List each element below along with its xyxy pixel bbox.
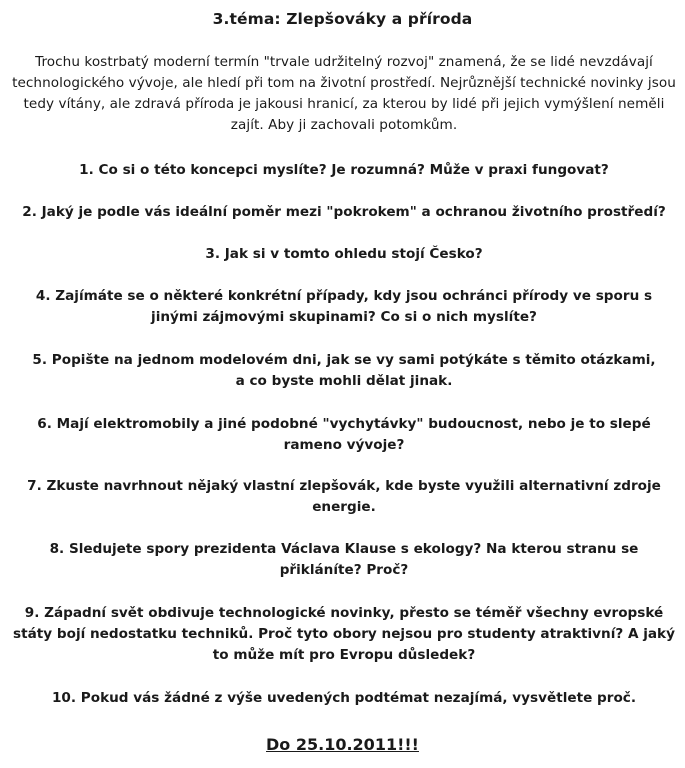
deadline-note: Do 25.10.2011!!! xyxy=(266,735,419,754)
question-7: 7. Zkuste navrhnout nějaký vlastní zlepšovák, kde byste využili alternativní zdroje energie. xyxy=(27,478,661,515)
question-2: 2. Jaký je podle vás ideální poměr mezi "pokrokem" a ochranou životního prostředí? xyxy=(22,204,666,220)
question-list xyxy=(10,160,678,709)
intro-paragraph: Trochu kostrbatý moderní termín "trvale udržitelný rozvoj" znamená, že se lidé nevzdávají technologického vývoje, ale hledí při tom na životní prostředí. Nejrůznější technické novinky jsou tedy vítány, ale zdravá příroda je jakousi hranicí, za kterou by lidé při jejich vymýšlení neměli zajít. Aby ji zachovali potomkům. xyxy=(12,54,676,133)
question-6: 6. Mají elektromobily a jiné podobné "vychytávky" budoucnost, nebo je to slepé rameno vývoje? xyxy=(37,416,651,453)
question-10: 10. Pokud vás žádné z výše uvedených podtémat nezajímá, vysvětlete proč. xyxy=(51,690,637,706)
question-5: 5. Popište na jednom modelovém dni, jak se vy sami potýkáte s těmito otázkami, a co byste mohli dělat jinak. xyxy=(32,352,656,389)
question-9: 9. Západní svět obdivuje technologické novinky, přesto se téměř všechny evropské státy bojí nedostatku techniků. Proč tyto obory nejsou pro studenty atraktivní? A jaký to může mít pro Evropu důsledek? xyxy=(13,605,675,663)
question-8: 8. Sledujete spory prezidenta Václava Klause s ekology? Na kterou stranu se přikláníte? Proč? xyxy=(49,541,639,578)
page-title: 3.téma: Zlepšováky a příroda xyxy=(212,10,473,28)
question-3: 3. Jak si v tomto ohledu stojí Česko? xyxy=(205,246,483,262)
question-4: 4. Zajímáte se o některé konkrétní případy, kdy jsou ochránci přírody ve sporu s jinými zájmovými skupinami? Co si o nich myslíte? xyxy=(35,288,653,325)
question-1: 1. Co si o této koncepci myslíte? Je rozumná? Může v praxi fungovat? xyxy=(79,162,609,178)
